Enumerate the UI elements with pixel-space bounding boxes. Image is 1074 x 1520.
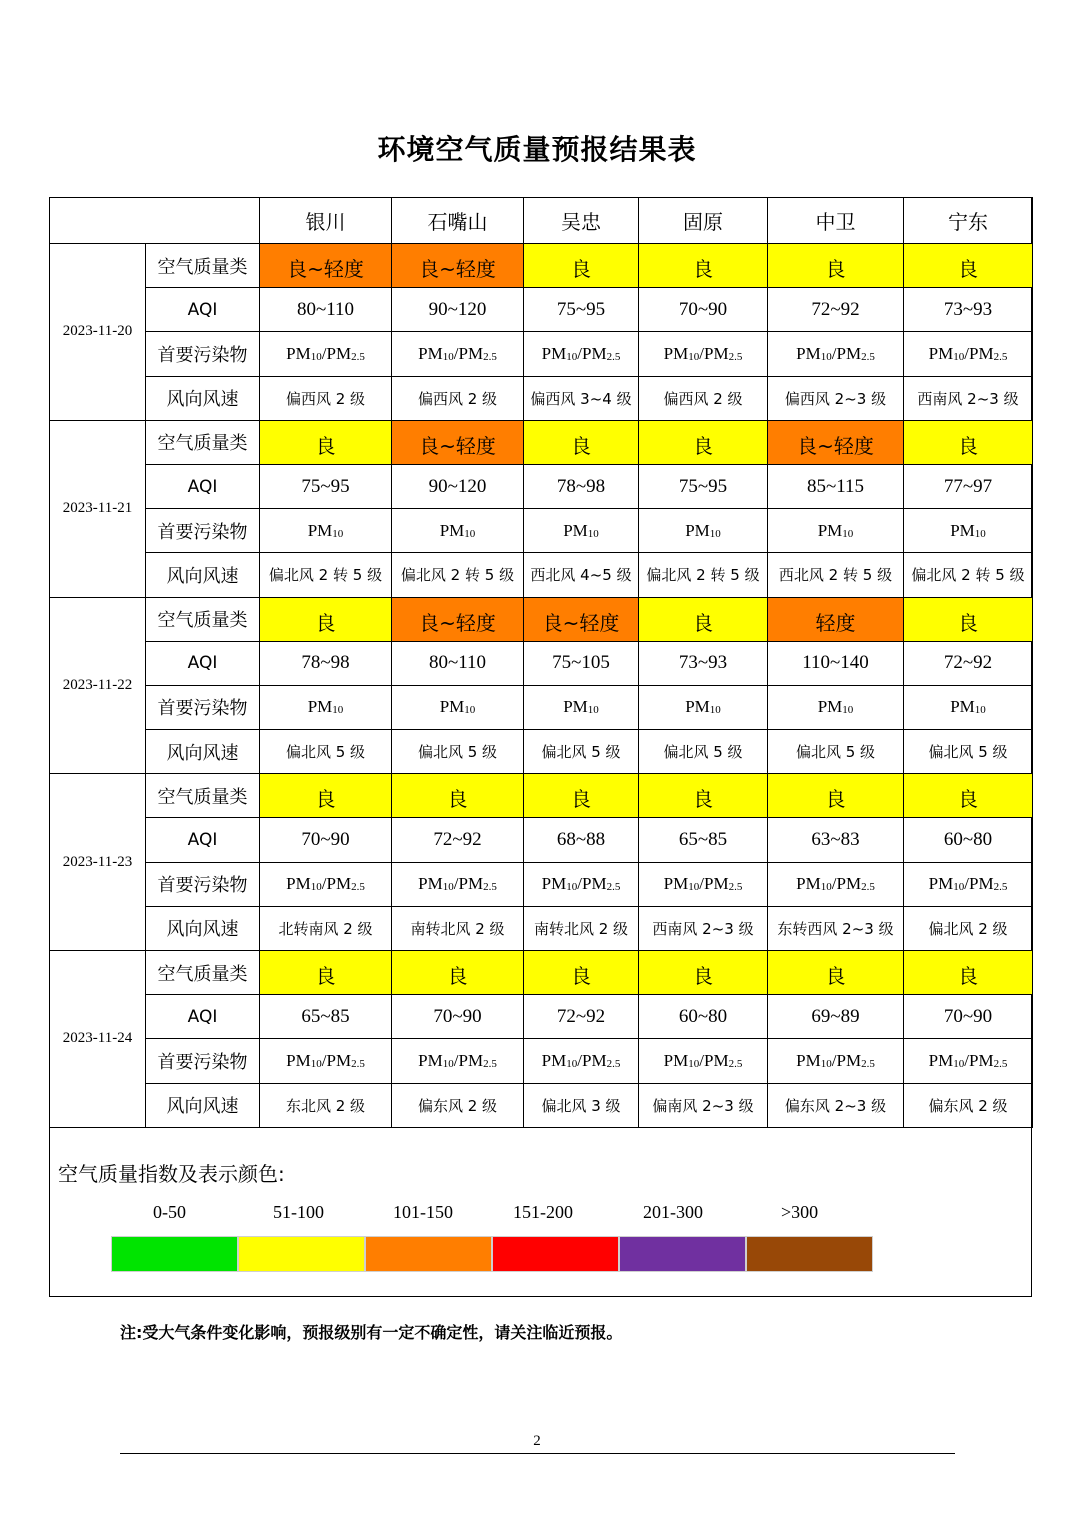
pollutant-row — [50, 332, 1033, 376]
wind-row — [50, 1083, 1033, 1127]
pollutant-cell: $PM_{10}/PM_{2.5}$ — [260, 862, 392, 906]
wind-cell: 偏南风 2~3 级 — [639, 1083, 768, 1127]
aqi-row — [50, 641, 1033, 685]
wind-cell: 偏北风 5 级 — [904, 730, 1033, 774]
row-label-quality: 空气质量类 — [146, 244, 260, 288]
aqi-cell: 73~93 — [904, 288, 1033, 332]
wind-cell: 西南风 2~3 级 — [904, 376, 1033, 420]
row-label-quality: 空气质量类 — [146, 420, 260, 464]
pollutant-row — [50, 862, 1033, 906]
pollutant-cell: $PM_{10}/PM_{2.5}$ — [524, 862, 639, 906]
row-label-quality: 空气质量类 — [146, 597, 260, 641]
legend-color-swatch — [111, 1236, 238, 1272]
wind-cell: 偏北风 2 转 5 级 — [392, 553, 524, 597]
wind-cell: 东北风 2 级 — [260, 1083, 392, 1127]
pollutant-cell: $PM_{10}$ — [768, 509, 904, 553]
quality-cell: 良 — [524, 244, 639, 288]
row-label-pollutant: 首要污染物 — [146, 685, 260, 729]
quality-row — [50, 774, 1033, 818]
page-title: 环境空气质量预报结果表 — [377, 133, 697, 166]
quality-cell: 良 — [260, 774, 392, 818]
aqi-cell: 70~90 — [392, 995, 524, 1039]
pollutant-cell: $PM_{10}$ — [260, 685, 392, 729]
pollutant-cell: $PM_{10}/PM_{2.5}$ — [392, 332, 524, 376]
pollutant-cell: $PM_{10}/PM_{2.5}$ — [639, 862, 768, 906]
pollutant-cell: $PM_{10}$ — [768, 685, 904, 729]
wind-row — [50, 730, 1033, 774]
pollutant-cell: $PM_{10}/PM_{2.5}$ — [524, 332, 639, 376]
wind-cell: 偏东风 2 级 — [392, 1083, 524, 1127]
pollutant-cell: $PM_{10}$ — [260, 509, 392, 553]
row-label-pollutant: 首要污染物 — [146, 509, 260, 553]
pollutant-cell: $PM_{10}$ — [904, 509, 1033, 553]
pollutant-cell: $PM_{10}/PM_{2.5}$ — [768, 332, 904, 376]
pollutant-cell: $PM_{10}/PM_{2.5}$ — [639, 332, 768, 376]
aqi-row — [50, 464, 1033, 508]
quality-cell: 良 — [524, 951, 639, 995]
pollutant-cell: $PM_{10}$ — [392, 509, 524, 553]
wind-cell: 偏北风 2 转 5 级 — [260, 553, 392, 597]
legend-color-swatch — [492, 1236, 619, 1272]
aqi-cell: 70~90 — [260, 818, 392, 862]
wind-cell: 西南风 2~3 级 — [639, 906, 768, 950]
wind-cell: 西北风 4~5 级 — [524, 553, 639, 597]
city-header: 中卫 — [768, 198, 904, 244]
legend-range-label: >300 — [781, 1202, 819, 1222]
legend-range-label: 151-200 — [513, 1202, 573, 1222]
quality-cell: 良 — [904, 951, 1033, 995]
aqi-cell: 60~80 — [904, 818, 1033, 862]
quality-cell: 良 — [260, 597, 392, 641]
row-label-aqi: AQI — [146, 464, 260, 508]
legend-color-swatch — [746, 1236, 873, 1272]
quality-cell: 良 — [639, 774, 768, 818]
pollutant-cell: $PM_{10}$ — [524, 509, 639, 553]
aqi-row — [50, 995, 1033, 1039]
aqi-cell: 75~95 — [639, 464, 768, 508]
aqi-cell: 72~92 — [768, 288, 904, 332]
pollutant-cell: $PM_{10}$ — [904, 685, 1033, 729]
quality-cell: 良 — [524, 420, 639, 464]
quality-cell: 良 — [260, 420, 392, 464]
wind-cell: 偏北风 5 级 — [260, 730, 392, 774]
quality-cell: 良~轻度 — [392, 597, 524, 641]
wind-cell: 偏北风 5 级 — [639, 730, 768, 774]
row-label-wind: 风向风速 — [146, 730, 260, 774]
pollutant-cell: $PM_{10}$ — [392, 685, 524, 729]
quality-cell: 良 — [639, 597, 768, 641]
wind-cell: 偏东风 2~3 级 — [768, 1083, 904, 1127]
page-number: 2 — [533, 1433, 541, 1449]
wind-row — [50, 376, 1033, 420]
wind-cell: 偏北风 5 级 — [392, 730, 524, 774]
quality-cell: 良 — [768, 774, 904, 818]
legend-range-label: 101-150 — [393, 1202, 453, 1222]
aqi-cell: 72~92 — [904, 641, 1033, 685]
aqi-row — [50, 818, 1033, 862]
pollutant-row — [50, 685, 1033, 729]
quality-cell: 良 — [639, 951, 768, 995]
quality-cell: 良~轻度 — [392, 420, 524, 464]
pollutant-cell: $PM_{10}/PM_{2.5}$ — [904, 862, 1033, 906]
wind-cell: 偏北风 5 级 — [768, 730, 904, 774]
aqi-cell: 77~97 — [904, 464, 1033, 508]
pollutant-cell: $PM_{10}$ — [639, 685, 768, 729]
wind-cell: 偏西风 2 级 — [639, 376, 768, 420]
legend-range-label: 51-100 — [273, 1202, 324, 1222]
pollutant-cell: $PM_{10}/PM_{2.5}$ — [260, 332, 392, 376]
wind-cell: 西北风 2 转 5 级 — [768, 553, 904, 597]
row-label-wind: 风向风速 — [146, 376, 260, 420]
aqi-cell: 65~85 — [260, 995, 392, 1039]
aqi-cell: 78~98 — [260, 641, 392, 685]
quality-cell: 良 — [260, 951, 392, 995]
wind-cell: 东转西风 2~3 级 — [768, 906, 904, 950]
quality-cell: 良 — [904, 244, 1033, 288]
aqi-cell: 85~115 — [768, 464, 904, 508]
pollutant-cell: $PM_{10}/PM_{2.5}$ — [392, 1039, 524, 1083]
forecast-table-body — [50, 198, 1033, 1128]
row-label-aqi: AQI — [146, 641, 260, 685]
pollutant-cell: $PM_{10}/PM_{2.5}$ — [639, 1039, 768, 1083]
row-label-quality: 空气质量类 — [146, 774, 260, 818]
aqi-cell: 80~110 — [392, 641, 524, 685]
footer-rule — [120, 1453, 955, 1454]
row-label-quality: 空气质量类 — [146, 951, 260, 995]
quality-cell: 良 — [392, 951, 524, 995]
aqi-cell: 73~93 — [639, 641, 768, 685]
legend-color-swatch — [365, 1236, 492, 1272]
row-label-pollutant: 首要污染物 — [146, 862, 260, 906]
aqi-cell: 75~95 — [260, 464, 392, 508]
quality-row — [50, 244, 1033, 288]
city-header: 固原 — [639, 198, 768, 244]
quality-cell: 良 — [392, 774, 524, 818]
aqi-cell: 69~89 — [768, 995, 904, 1039]
legend-title: 空气质量指数及表示颜色: — [58, 1162, 285, 1186]
quality-cell: 良 — [639, 244, 768, 288]
city-header: 吴忠 — [524, 198, 639, 244]
city-header: 石嘴山 — [392, 198, 524, 244]
wind-cell: 偏西风 2 级 — [260, 376, 392, 420]
pollutant-cell: $PM_{10}/PM_{2.5}$ — [904, 332, 1033, 376]
wind-cell: 南转北风 2 级 — [392, 906, 524, 950]
wind-cell: 南转北风 2 级 — [524, 906, 639, 950]
wind-cell: 偏北风 2 转 5 级 — [904, 553, 1033, 597]
row-label-aqi: AQI — [146, 288, 260, 332]
quality-row — [50, 597, 1033, 641]
aqi-cell: 75~105 — [524, 641, 639, 685]
quality-row — [50, 420, 1033, 464]
aqi-cell: 70~90 — [639, 288, 768, 332]
wind-cell: 偏北风 3 级 — [524, 1083, 639, 1127]
aqi-row — [50, 288, 1033, 332]
forecast-note: 注:受大气条件变化影响，预报级别有一定不确定性，请关注临近预报。 — [120, 1323, 623, 1342]
forecast-date: 2023-11-22 — [50, 597, 146, 774]
aqi-cell: 65~85 — [639, 818, 768, 862]
pollutant-cell: $PM_{10}/PM_{2.5}$ — [392, 862, 524, 906]
quality-row — [50, 951, 1033, 995]
wind-cell: 偏北风 5 级 — [524, 730, 639, 774]
quality-cell: 良 — [524, 774, 639, 818]
quality-cell: 良~轻度 — [524, 597, 639, 641]
city-header: 宁东 — [904, 198, 1033, 244]
quality-cell: 良~轻度 — [768, 420, 904, 464]
forecast-date: 2023-11-24 — [50, 951, 146, 1128]
aqi-cell: 72~92 — [524, 995, 639, 1039]
wind-cell: 偏西风 3~4 级 — [524, 376, 639, 420]
quality-cell: 良 — [768, 951, 904, 995]
header-row — [50, 198, 1033, 244]
pollutant-row — [50, 1039, 1033, 1083]
pollutant-cell: $PM_{10}$ — [639, 509, 768, 553]
quality-cell: 良 — [904, 420, 1033, 464]
row-label-pollutant: 首要污染物 — [146, 332, 260, 376]
pollutant-cell: $PM_{10}/PM_{2.5}$ — [260, 1039, 392, 1083]
quality-cell: 良 — [904, 597, 1033, 641]
aqi-cell: 110~140 — [768, 641, 904, 685]
row-label-wind: 风向风速 — [146, 1083, 260, 1127]
wind-row — [50, 906, 1033, 950]
aqi-cell: 68~88 — [524, 818, 639, 862]
forecast-date: 2023-11-21 — [50, 420, 146, 597]
row-label-pollutant: 首要污染物 — [146, 1039, 260, 1083]
aqi-cell: 60~80 — [639, 995, 768, 1039]
wind-cell: 偏北风 2 转 5 级 — [639, 553, 768, 597]
wind-cell: 偏北风 2 级 — [904, 906, 1033, 950]
legend-color-swatch — [619, 1236, 746, 1272]
row-label-wind: 风向风速 — [146, 553, 260, 597]
pollutant-cell: $PM_{10}/PM_{2.5}$ — [768, 862, 904, 906]
wind-cell: 偏东风 2 级 — [904, 1083, 1033, 1127]
legend-color-swatch — [238, 1236, 365, 1272]
wind-cell: 偏西风 2 级 — [392, 376, 524, 420]
quality-cell: 轻度 — [768, 597, 904, 641]
pollutant-cell: $PM_{10}/PM_{2.5}$ — [904, 1039, 1033, 1083]
pollutant-cell: $PM_{10}/PM_{2.5}$ — [768, 1039, 904, 1083]
aqi-cell: 78~98 — [524, 464, 639, 508]
forecast-table — [49, 197, 1033, 1128]
aqi-cell: 80~110 — [260, 288, 392, 332]
aqi-cell: 63~83 — [768, 818, 904, 862]
row-label-aqi: AQI — [146, 995, 260, 1039]
pollutant-cell: $PM_{10}$ — [524, 685, 639, 729]
aqi-cell: 72~92 — [392, 818, 524, 862]
aqi-cell: 90~120 — [392, 464, 524, 508]
aqi-cell: 75~95 — [524, 288, 639, 332]
quality-cell: 良 — [639, 420, 768, 464]
quality-cell: 良~轻度 — [260, 244, 392, 288]
quality-cell: 良~轻度 — [392, 244, 524, 288]
quality-cell: 良 — [904, 774, 1033, 818]
wind-cell: 偏西风 2~3 级 — [768, 376, 904, 420]
wind-row — [50, 553, 1033, 597]
aqi-cell: 90~120 — [392, 288, 524, 332]
header-corner — [50, 198, 260, 244]
row-label-aqi: AQI — [146, 818, 260, 862]
city-header: 银川 — [260, 198, 392, 244]
quality-cell: 良 — [768, 244, 904, 288]
pollutant-cell: $PM_{10}/PM_{2.5}$ — [524, 1039, 639, 1083]
forecast-date: 2023-11-20 — [50, 244, 146, 421]
row-label-wind: 风向风速 — [146, 906, 260, 950]
wind-cell: 北转南风 2 级 — [260, 906, 392, 950]
legend-range-label: 0-50 — [153, 1202, 186, 1222]
pollutant-row — [50, 509, 1033, 553]
forecast-date: 2023-11-23 — [50, 774, 146, 951]
legend-range-label: 201-300 — [643, 1202, 703, 1222]
aqi-cell: 70~90 — [904, 995, 1033, 1039]
